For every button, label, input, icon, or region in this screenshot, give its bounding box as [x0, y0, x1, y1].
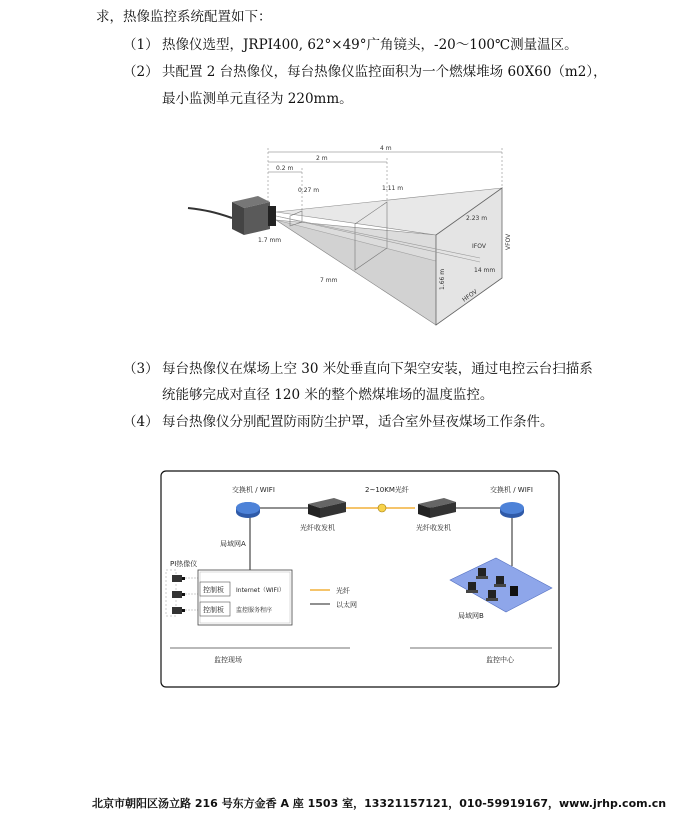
fov-diagram	[180, 140, 520, 330]
site-right-label: 监控中心	[486, 656, 514, 664]
switch-right-label: 交换机 / WIFI	[490, 486, 533, 494]
label-ifov-size: 14 mm	[474, 267, 496, 274]
monitor-service-label: 监控服务程序	[236, 607, 273, 614]
label-dist-1: 0.2 m	[276, 165, 294, 172]
switch-left-icon	[236, 502, 260, 518]
item-4-number: （4）	[123, 414, 159, 430]
item-2-text-line-1: 共配置 2 台热像仪，每台热像仪监控面积为一个燃煤堆场 60X60（m2），	[162, 64, 607, 80]
camera-group-label: PI热像仪	[170, 560, 198, 568]
label-lens: 1.7 mm	[258, 237, 282, 244]
fiber-connector-icon	[378, 504, 386, 512]
camera-cable	[188, 208, 232, 218]
camera-icon	[232, 196, 276, 235]
label-spot: 7 mm	[320, 277, 338, 284]
label-dist-2: 2 m	[316, 155, 328, 162]
lan-a-label: 局域网A	[220, 540, 246, 548]
item-3-text-line-2: 统能够完成对直径 120 米的整个燃煤堆场的温度监控。	[162, 387, 494, 403]
legend-ethernet-label: 以太网	[336, 601, 357, 609]
item-2-text-line-2: 最小监测单元直径为 220mm。	[162, 91, 353, 107]
item-3-text-line-1: 每台热像仪在煤场上空 30 米处垂直向下架空安装，通过电控云台扫描系	[162, 361, 593, 377]
label-vfov: VFOV	[505, 233, 512, 250]
switch-left-label: 交换机 / WIFI	[232, 486, 275, 494]
label-height-3: 1.66 m	[439, 268, 446, 290]
item-4-text: 每台热像仪分别配置防雨防尘护罩，适合室外昼夜煤场工作条件。	[162, 414, 554, 430]
transceiver-right-label: 光纤收发机	[416, 524, 451, 532]
item-1-number: （1）	[123, 37, 159, 53]
item-2-number: （2）	[123, 64, 159, 80]
label-width-2: 1.11 m	[382, 185, 404, 192]
network-diagram	[160, 470, 560, 690]
internet-label: Internet（WIFI）	[236, 587, 285, 594]
transceiver-left-label: 光纤收发机	[300, 524, 335, 532]
lan-b-label: 局域网B	[458, 612, 484, 620]
fiber-link-label: 2~10KM光纤	[365, 486, 409, 494]
item-1-text: 热像仪选型，JRPI400, 62°×49°广角镜头，-20～100℃测量温区。	[162, 37, 578, 53]
switch-right-icon	[500, 502, 524, 518]
label-hfov: HFOV	[461, 288, 479, 304]
label-ifov: IFOV	[472, 243, 486, 250]
site-left-label: 监控现场	[214, 656, 242, 664]
intro-text: 求，热像监控系统配置如下：	[96, 9, 272, 25]
footer-contact: 北京市朝阳区汤立路 216 号东方金香 A 座 1503 室，13321157121，010-59919167，www.jrhp.com.cn	[92, 797, 667, 810]
control-box	[198, 570, 292, 625]
label-dist-3: 4 m	[380, 145, 392, 152]
label-width-1: 0.27 m	[298, 187, 320, 194]
svg-text:控制板: 控制板	[203, 606, 224, 614]
label-width-3: 2.23 m	[466, 215, 488, 222]
item-3-number: （3）	[123, 361, 159, 377]
svg-text:控制板: 控制板	[203, 586, 224, 594]
legend-fiber-label: 光纤	[336, 587, 350, 595]
